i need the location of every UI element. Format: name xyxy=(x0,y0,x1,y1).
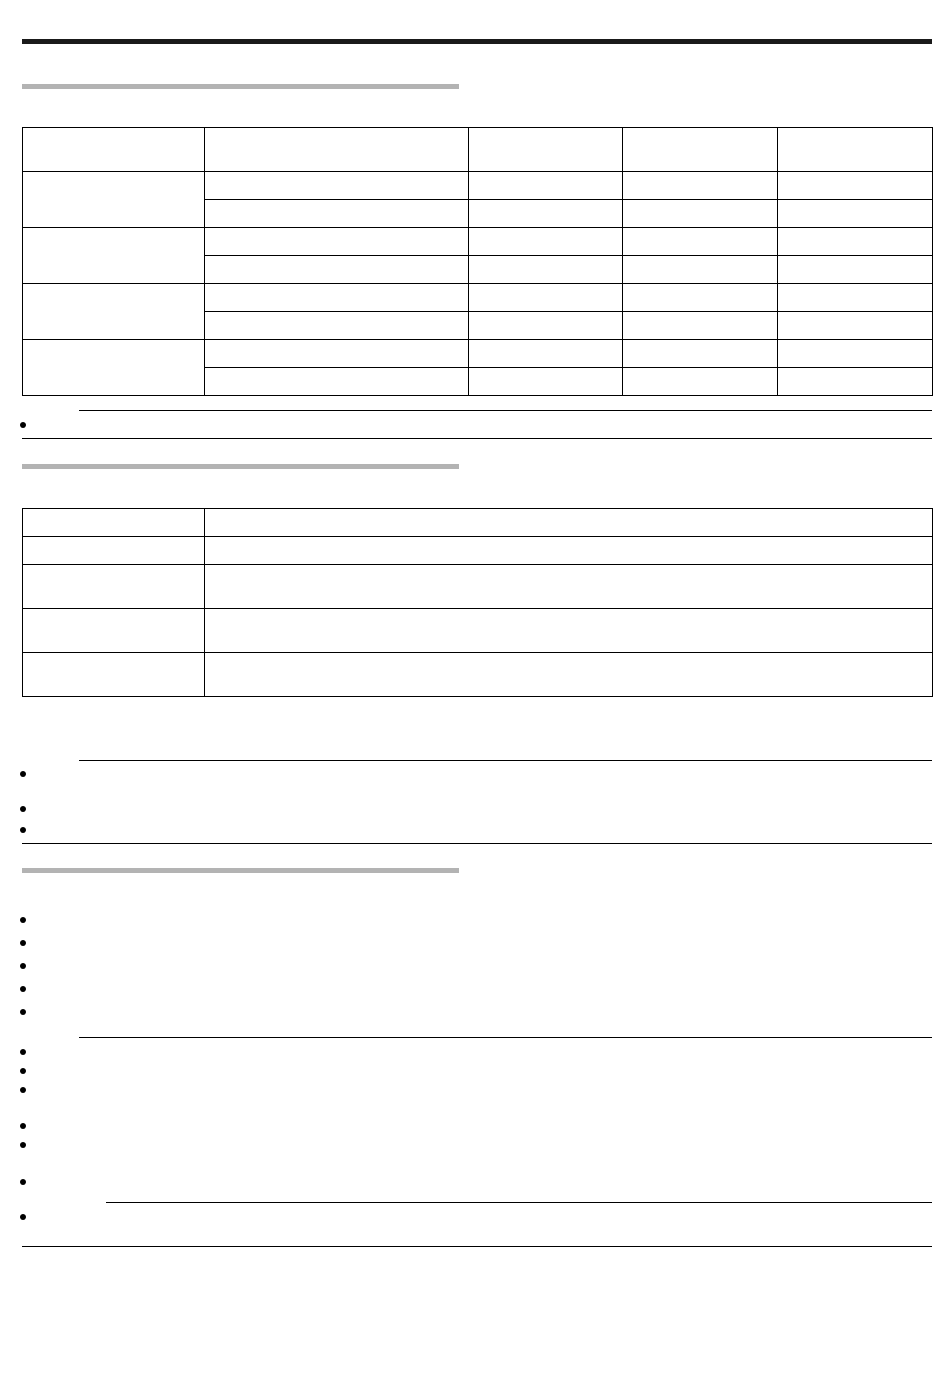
table-cell xyxy=(469,172,623,200)
note-rule xyxy=(79,760,932,761)
table-cell xyxy=(205,284,469,312)
spec-table-2 xyxy=(22,508,933,697)
note-bullet xyxy=(20,1214,26,1220)
note-bullet xyxy=(20,1049,26,1055)
table-row xyxy=(23,609,933,653)
table-cell xyxy=(778,312,933,340)
table-row xyxy=(23,509,933,537)
table-cell xyxy=(623,340,778,368)
table-cell xyxy=(778,256,933,284)
table-cell xyxy=(205,200,469,228)
table-cell xyxy=(469,284,623,312)
table-header-cell xyxy=(623,128,778,172)
table-label-cell xyxy=(23,609,205,653)
table-cell xyxy=(469,228,623,256)
list-bullet xyxy=(20,986,26,992)
table-row xyxy=(23,172,933,200)
table-header-row xyxy=(23,128,933,172)
note-rule xyxy=(79,410,932,411)
section-heading-bar-1 xyxy=(22,84,459,89)
section-heading-bar-2 xyxy=(22,464,459,469)
table-label-cell xyxy=(23,509,205,537)
table-row xyxy=(23,284,933,312)
table-row xyxy=(23,537,933,565)
table-cell xyxy=(205,609,933,653)
note-rule xyxy=(106,1202,932,1203)
table-cell xyxy=(205,312,469,340)
note-bullet xyxy=(20,422,26,428)
list-bullet xyxy=(20,917,26,923)
table-row xyxy=(23,565,933,609)
note-bullet xyxy=(20,1179,26,1185)
table-header-cell xyxy=(469,128,623,172)
table-cell xyxy=(205,565,933,609)
list-bullet xyxy=(20,940,26,946)
spec-table-1 xyxy=(22,127,933,396)
section-heading-bar-3 xyxy=(22,868,459,873)
table-cell xyxy=(623,228,778,256)
table-cell xyxy=(469,200,623,228)
table-cell xyxy=(778,172,933,200)
table-cell xyxy=(469,340,623,368)
note-bullet xyxy=(20,1087,26,1093)
table-cell xyxy=(205,368,469,396)
table-cell xyxy=(205,509,933,537)
table-cell xyxy=(205,256,469,284)
list-bullet xyxy=(20,1009,26,1015)
table-label-cell xyxy=(23,565,205,609)
table-cell xyxy=(469,368,623,396)
table-cell xyxy=(205,228,469,256)
table-cell xyxy=(778,200,933,228)
table-cell xyxy=(205,340,469,368)
section-end-rule xyxy=(22,1246,932,1247)
table-cell xyxy=(778,228,933,256)
section-end-rule xyxy=(22,438,932,439)
table-label-cell xyxy=(23,537,205,565)
note-bullet xyxy=(20,806,26,812)
note-bullet xyxy=(20,827,26,833)
table-cell xyxy=(623,284,778,312)
section-end-rule xyxy=(22,843,932,844)
table-cell xyxy=(205,537,933,565)
table-header-cell xyxy=(205,128,469,172)
table-cell xyxy=(205,172,469,200)
table-cell xyxy=(778,368,933,396)
table-cell xyxy=(623,172,778,200)
table-group-cell xyxy=(23,228,205,284)
table-header-cell xyxy=(778,128,933,172)
table-label-cell xyxy=(23,653,205,697)
table-row xyxy=(23,228,933,256)
list-bullet xyxy=(20,963,26,969)
table-cell xyxy=(469,256,623,284)
table-group-cell xyxy=(23,172,205,228)
table-header-cell xyxy=(23,128,205,172)
note-bullet xyxy=(20,1068,26,1074)
table-cell xyxy=(778,340,933,368)
note-bullet xyxy=(20,1142,26,1148)
table-cell xyxy=(469,312,623,340)
table-group-cell xyxy=(23,284,205,340)
note-rule xyxy=(79,1037,932,1038)
note-bullet xyxy=(20,771,26,777)
table-cell xyxy=(205,653,933,697)
table-row xyxy=(23,653,933,697)
top-rule xyxy=(22,39,932,44)
table-group-cell xyxy=(23,340,205,396)
table-cell xyxy=(778,284,933,312)
table-cell xyxy=(623,368,778,396)
table-cell xyxy=(623,256,778,284)
note-bullet xyxy=(20,1123,26,1129)
table-cell xyxy=(623,312,778,340)
table-cell xyxy=(623,200,778,228)
table-row xyxy=(23,340,933,368)
